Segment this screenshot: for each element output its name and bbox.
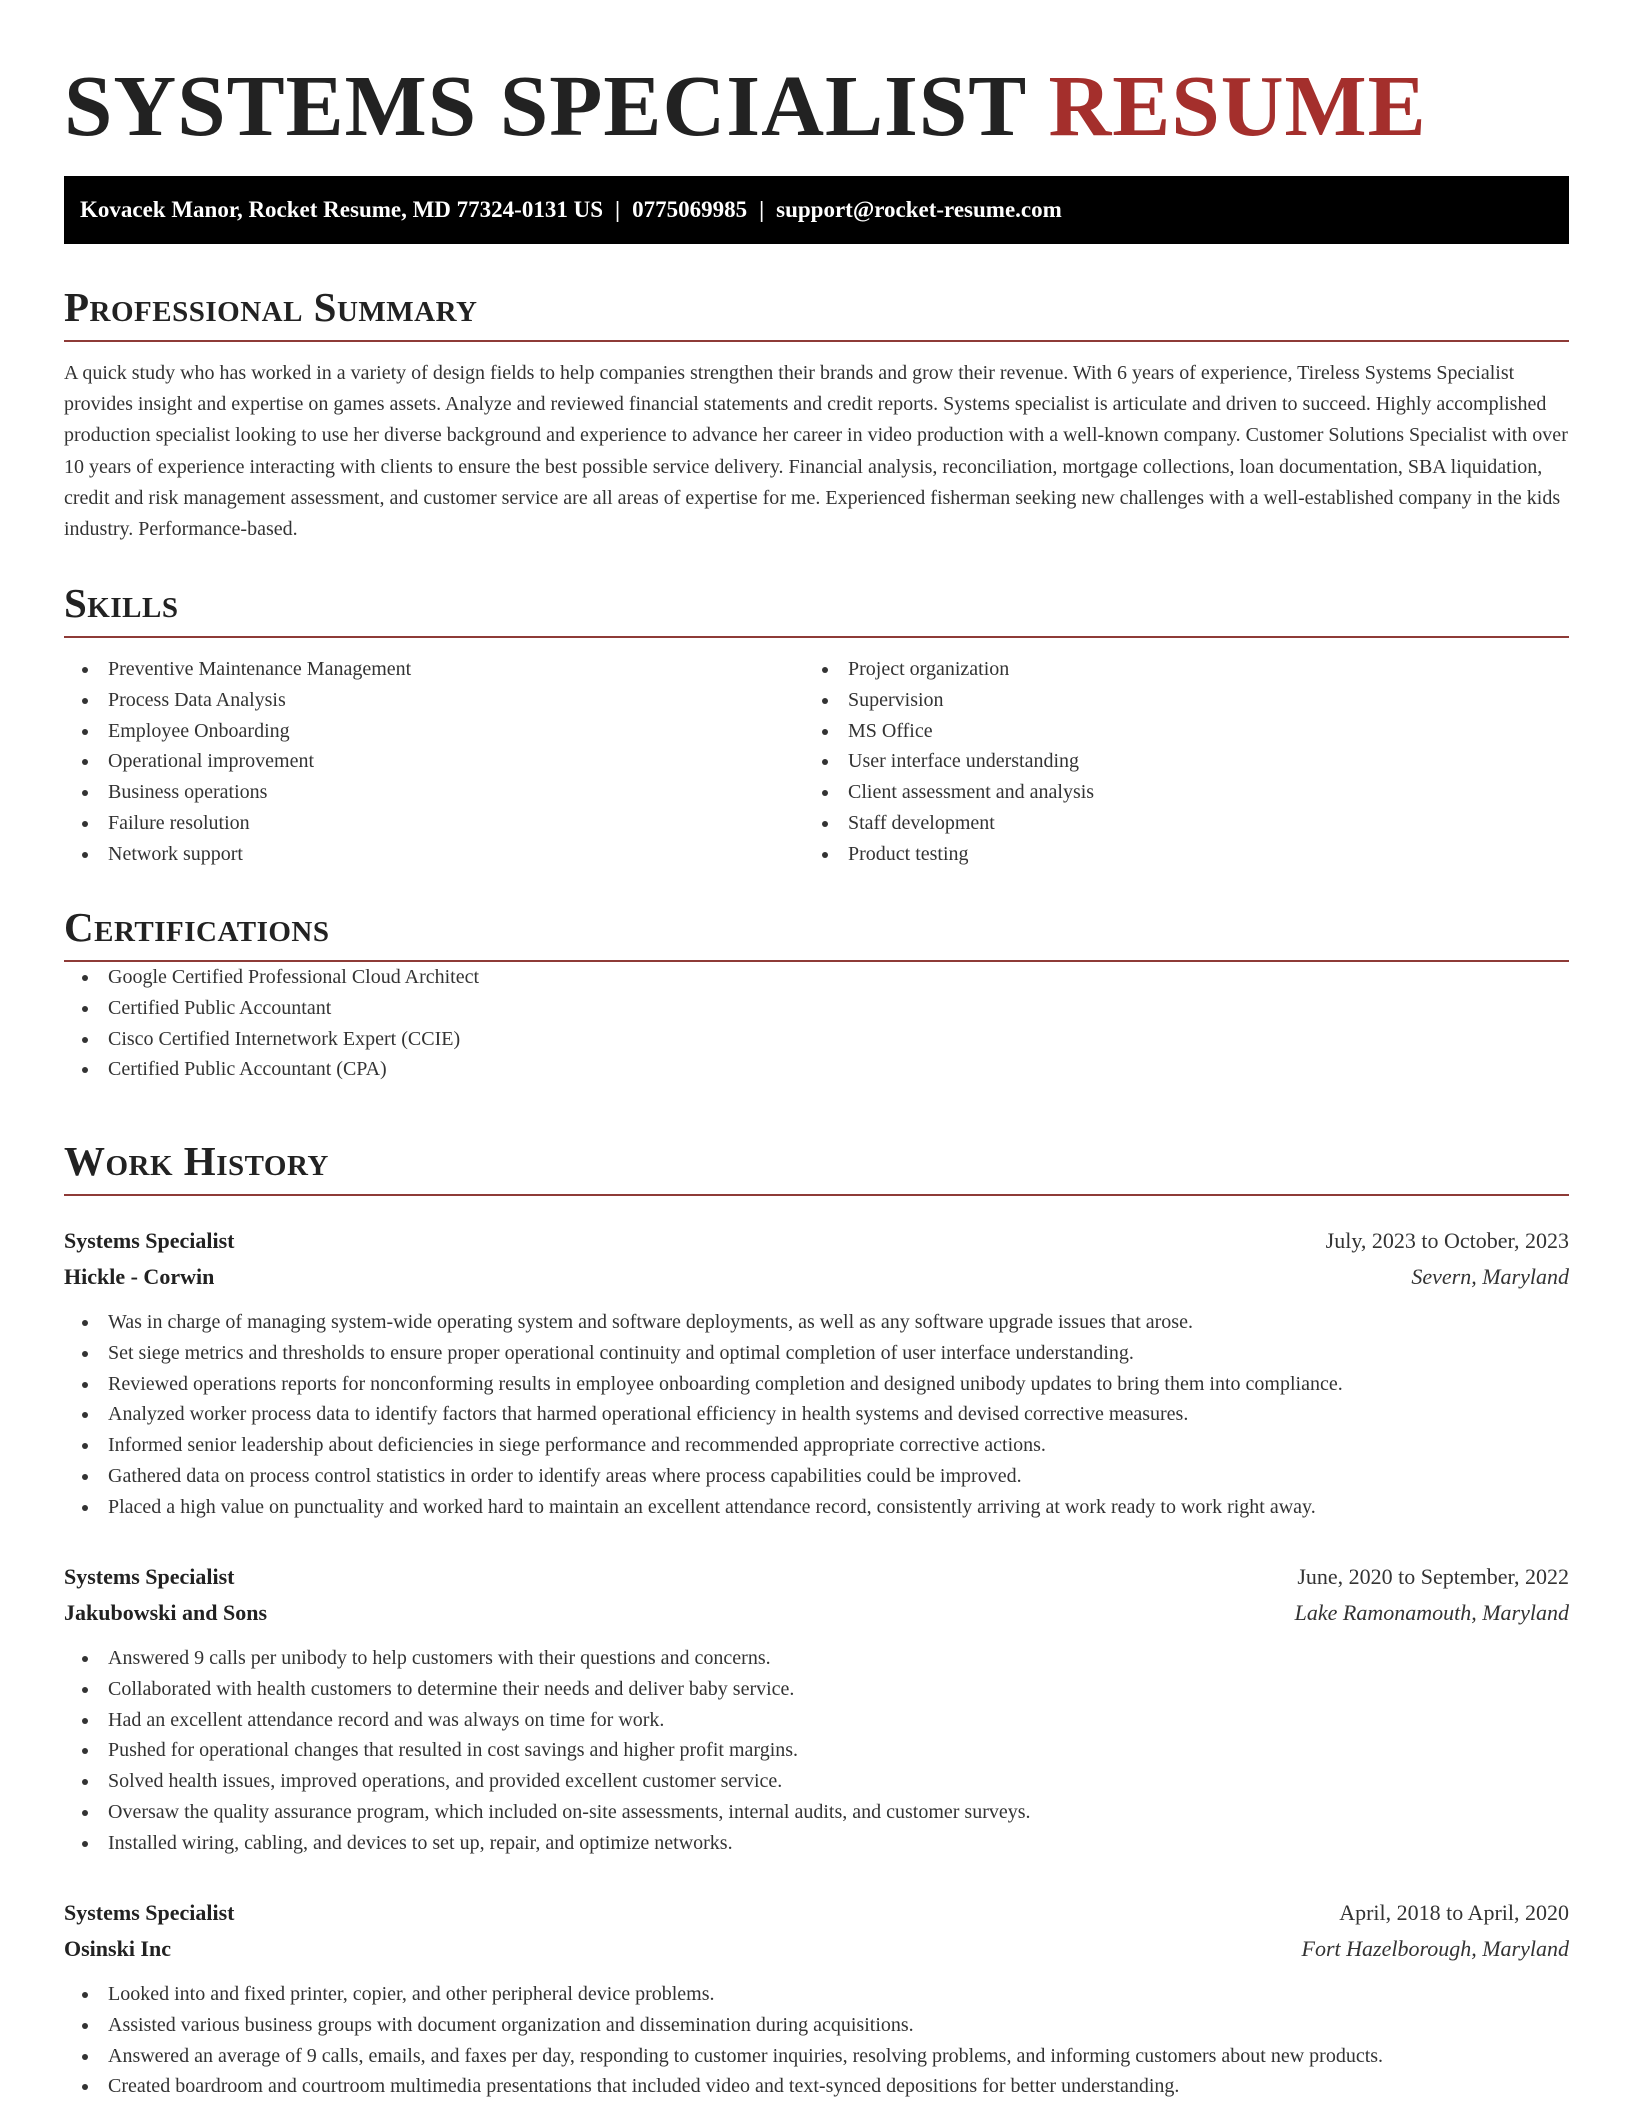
job-bullet: Informed senior leadership about deficiencies in siege performance and recommended appropriate corrective actions.: [64, 1430, 1569, 1461]
skill-item: Supervision: [804, 685, 1544, 716]
skill-item: Product testing: [804, 839, 1544, 870]
certifications-heading: Certifications: [64, 902, 1569, 962]
job-location: Fort Hazelborough, Maryland: [1301, 1936, 1569, 1961]
skills-list-left: [64, 654, 804, 870]
contact-phone: 0775069985: [632, 197, 748, 222]
job-dates: June, 2020 to September, 2022: [1297, 1564, 1569, 1589]
job-subheader-row: [64, 1931, 1569, 1967]
job-header-row: [64, 1223, 1569, 1259]
job-bullet: Solved health issues, improved operations, and provided excellent customer service.: [64, 1766, 1569, 1797]
job-entry: [64, 1895, 1569, 2102]
contact-email: support@rocket-resume.com: [776, 197, 1062, 222]
job-bullet: Had an excellent attendance record and was always on time for work.: [64, 1705, 1569, 1736]
job-company: Hickle - Corwin: [64, 1264, 215, 1289]
job-bullet: Gathered data on process control statistics in order to identify areas where process capabilities could be improved.: [64, 1461, 1569, 1492]
title-accent: RESUME: [1048, 57, 1427, 154]
job-bullet: Created boardroom and courtroom multimedia presentations that included video and text-synced depositions for better understanding.: [64, 2071, 1569, 2102]
job-bullet: Pushed for operational changes that resulted in cost savings and higher profit margins.: [64, 1735, 1569, 1766]
certification-item: Cisco Certified Internetwork Expert (CCIE): [64, 1024, 1569, 1055]
certification-item: Certified Public Accountant: [64, 993, 1569, 1024]
summary-heading: Professional Summary: [64, 282, 1569, 342]
job-bullet: Collaborated with health customers to determine their needs and deliver baby service.: [64, 1674, 1569, 1705]
job-title: Systems Specialist: [64, 1228, 235, 1253]
job-dates: July, 2023 to October, 2023: [1325, 1228, 1569, 1253]
job-location: Severn, Maryland: [1411, 1264, 1569, 1289]
job-company: Osinski Inc: [64, 1936, 171, 1961]
job-bullet: Assisted various business groups with document organization and dissemination during acquisitions.: [64, 2010, 1569, 2041]
job-bullet: Was in charge of managing system-wide operating system and software deployments, as well as any software upgrade issues that arose.: [64, 1307, 1569, 1338]
job-bullet: Set siege metrics and thresholds to ensure proper operational continuity and optimal completion of user interface understanding.: [64, 1338, 1569, 1369]
contact-bar: [64, 176, 1569, 244]
skills-list-right: [804, 654, 1544, 870]
job-location: Lake Ramonamouth, Maryland: [1294, 1600, 1569, 1625]
job-bullet: Reviewed operations reports for nonconforming results in employee onboarding completion and designed unibody updates to bring them into compliance.: [64, 1369, 1569, 1400]
job-subheader-row: [64, 1595, 1569, 1631]
contact-separator: |: [759, 197, 765, 222]
job-bullet: Answered an average of 9 calls, emails, and faxes per day, responding to customer inquiries, resolving problems, and informing customers about new products.: [64, 2041, 1569, 2072]
resume-title: [64, 56, 1427, 156]
job-title: Systems Specialist: [64, 1564, 235, 1589]
contact-address: Kovacek Manor, Rocket Resume, MD 77324-0131 US: [80, 197, 603, 222]
work-history-section: [64, 1136, 1569, 1196]
skill-item: Preventive Maintenance Management: [64, 654, 804, 685]
job-company: Jakubowski and Sons: [64, 1600, 268, 1625]
skills-section: [64, 578, 1569, 870]
certification-item: Google Certified Professional Cloud Architect: [64, 962, 1569, 993]
job-bullets: [64, 1979, 1569, 2102]
skill-item: User interface understanding: [804, 746, 1544, 777]
job-bullets: [64, 1643, 1569, 1859]
job-header-row: [64, 1559, 1569, 1595]
job-bullet: Installed wiring, cabling, and devices to set up, repair, and optimize networks.: [64, 1828, 1569, 1859]
skill-item: Process Data Analysis: [64, 685, 804, 716]
certification-item: Certified Public Accountant (CPA): [64, 1054, 1569, 1085]
skill-item: MS Office: [804, 716, 1544, 747]
contact-separator: |: [614, 197, 621, 222]
job-bullets: [64, 1307, 1569, 1523]
job-entry: [64, 1559, 1569, 1859]
skill-item: Business operations: [64, 777, 804, 808]
skills-columns: [64, 654, 1569, 870]
job-bullet: Analyzed worker process data to identify factors that harmed operational efficiency in health systems and devised corrective measures.: [64, 1399, 1569, 1430]
skill-item: Employee Onboarding: [64, 716, 804, 747]
title-main: SYSTEMS SPECIALIST: [64, 57, 1026, 154]
skill-item: Operational improvement: [64, 746, 804, 777]
job-bullet: Placed a high value on punctuality and worked hard to maintain an excellent attendance record, consistently arriving at work ready to work right away.: [64, 1492, 1569, 1523]
certifications-list: [64, 962, 1569, 1085]
summary-section: [64, 282, 1569, 545]
skill-item: Client assessment and analysis: [804, 777, 1544, 808]
skills-heading: Skills: [64, 578, 1569, 638]
job-subheader-row: [64, 1259, 1569, 1295]
work-history-heading: Work History: [64, 1136, 1569, 1196]
skill-item: Staff development: [804, 808, 1544, 839]
job-dates: April, 2018 to April, 2020: [1339, 1900, 1569, 1925]
job-title: Systems Specialist: [64, 1900, 235, 1925]
job-bullet: Looked into and fixed printer, copier, and other peripheral device problems.: [64, 1979, 1569, 2010]
certifications-section: [64, 902, 1569, 1085]
skill-item: Project organization: [804, 654, 1544, 685]
job-entry: [64, 1223, 1569, 1523]
job-bullet: Oversaw the quality assurance program, which included on-site assessments, internal audits, and customer surveys.: [64, 1797, 1569, 1828]
job-bullet: Answered 9 calls per unibody to help customers with their questions and concerns.: [64, 1643, 1569, 1674]
skill-item: Failure resolution: [64, 808, 804, 839]
skill-item: Network support: [64, 839, 804, 870]
summary-text: A quick study who has worked in a variety of design fields to help companies strengthen their brands and grow their revenue. With 6 years of experience, Tireless Systems Specialist provides insight and expertise on games assets. Analyze and reviewed financial statements and credit reports. Systems specialist is articulate and driven to succeed. Highly accomplished production specialist looking to use her diverse background and experience to advance her career in video production with a well-known company. Customer Solutions Specialist with over 10 years of experience interacting with clients to ensure the best possible service delivery. Financial analysis, reconciliation, mortgage collections, loan documentation, SBA liquidation, credit and risk management assessment, and customer service are all areas of expertise for me. Experienced fisherman seeking new challenges with a well-established company in the kids industry. Performance-based.: [64, 362, 1568, 541]
job-header-row: [64, 1895, 1569, 1931]
